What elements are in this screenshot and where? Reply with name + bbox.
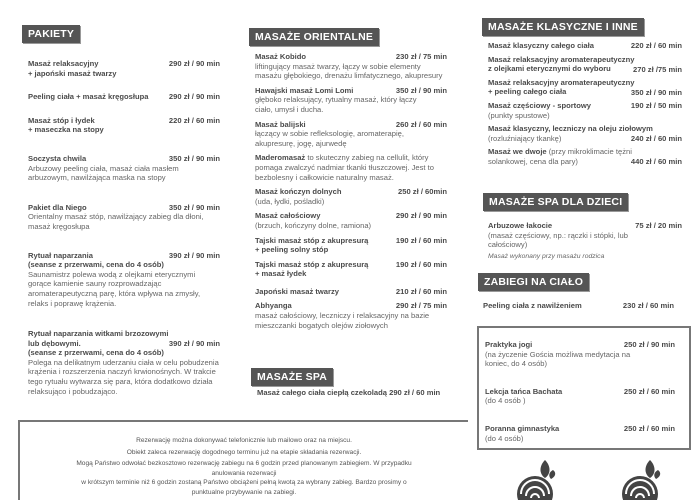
price: 250 zł / 60min: [398, 187, 447, 197]
price: 350 zł / 90 min: [395, 85, 447, 95]
price: 270 zł /75 min: [633, 64, 682, 74]
price: 190 zł / 50 min: [630, 100, 682, 110]
section-pakiety: [22, 24, 222, 43]
activities-box: [477, 326, 691, 450]
price: 350 zł / 90 min: [168, 202, 220, 212]
section-orientalne: [249, 27, 379, 46]
price: 390 zł / 90 min: [168, 250, 220, 260]
list-item: Tajski masaż stóp z akupresurą + peeling solny stóp 190 zł / 60 min: [255, 235, 447, 255]
price: 350 zł / 90 min: [168, 153, 220, 163]
price: 260 zł / 60 min: [395, 119, 447, 129]
list-item: Soczysta chwila Arbuzowy peeling ciała, masaż ciała masłem arbuzowym, nawilżająca maska na stopy 350 zł / 90 min: [28, 153, 220, 183]
klasyczne-list: [488, 41, 682, 167]
price: 290 zł / 90 min: [168, 59, 220, 68]
dzieci-list: [488, 221, 682, 261]
list-item: Japoński masaż twarzy 210 zł / 60 min: [255, 286, 447, 296]
price: 210 zł / 60 min: [395, 286, 447, 296]
list-item: Peeling ciała + masaż kręgosłupa 290 zł / 90 min: [28, 92, 220, 102]
list-item: Masaż Kobido liftingujący masaż twarzy, łączy w sobie elementy masażu głębokiego, drenażu limfatycznego, akupresury 230 zł / 75 min: [255, 52, 447, 81]
rose-icon: [505, 458, 565, 500]
list-item: Masaż relaksacyjny + japoński masaż twarzy 290 zł / 90 min: [28, 59, 220, 78]
notice-text: Rezerwację można dokonywać telefonicznie lub mailowo oraz na miejscu. Obiekt zaleca rezerwację dogodnego terminu już na etapie składania rezerwacji. Mogą Państwo odwołać bezkosztowo rezerwację zabiegu na 6 godzin przed planowanym zabiegiem. W przypadku anulowania rezerwacji w krótszym terminie niż 6 godzin zostaną Państwo obciążeni pełną kwotą za wybrany zabieg. Bardzo prosimy o punktualne przybywanie na zabiegi.: [76, 437, 412, 496]
price: 350 zł / 90 min: [630, 87, 682, 97]
list-item: Rytuał naparzania (seanse z przerwami, cena do 4 osób) Saunamistrz polewa wodą z olejkami eterycznymi gorące kamienie sauny rozprowadzając aromaterapeutyczną parę, która wpływa na zmysły, relaks i poprawę krążenia. 390 zł / 90 min: [28, 250, 220, 308]
list-item: Lekcja tańca Bachata (do 4 osób ) 250 zł / 60 min: [485, 386, 675, 406]
list-item: Masaż częściowy - sportowy (punkty spustowe) 190 zł / 50 min: [488, 100, 682, 120]
price: 250 zł / 60 min: [623, 386, 675, 396]
spa-list: [257, 388, 452, 398]
section-spa: [251, 367, 333, 386]
section-title-klasyczne: MASAŻE KLASYCZNE I INNE: [482, 18, 644, 36]
list-item: Pakiet dla Niego Orientalny masaż stóp, nawilżający zabieg dla dłoni, masaż kręgosłupa 350 zł / 90 min: [28, 202, 220, 231]
list-item: Masaż klasyczny, leczniczy na oleju ziołowym (rozluźniający tkankę) 240 zł / 60 min: [488, 124, 682, 144]
price: 290 zł / 90 min: [168, 92, 220, 102]
list-item: Masaż relaksacyjny aromaterapeutyczny z olejkami eterycznymi do wyboru 270 zł /75 min: [488, 54, 682, 74]
list-item: Masaż relaksacyjny aromaterapeutyczny + peeling całego ciała 350 zł / 90 min: [488, 77, 682, 97]
section-title-dzieci: MASAŻE SPA DLA DZIECI: [483, 193, 628, 211]
reservation-notice: [18, 420, 468, 500]
price: 220 zł / 60 min: [630, 41, 682, 50]
list-item: Praktyka jogi (na życzenie Gościa możliwa medytacja na koniec, do 4 osób) 250 zł / 90 min: [485, 340, 675, 369]
list-item: Masaż kończyn dolnych (uda, łydki, pośladki) 250 zł / 60min: [255, 187, 447, 206]
list-item: Hawajski masaż Lomi Lomi głęboko relaksujący, rytualny masaż, który łączy ciało, umysł i ducha. 350 zł / 90 min: [255, 85, 447, 114]
list-item: Abhyanga masaż całościowy, leczniczy i relaksacyjny na bazie mieszczanki bogatych olejów ziołowych 290 zł / 75 min: [255, 301, 447, 330]
pakiety-list: [28, 59, 220, 396]
price: 190 zł / 60 min: [395, 259, 447, 269]
section-title-cialo: ZABIEGI NA CIAŁO: [478, 273, 589, 291]
price: 220 zł / 60 min: [168, 115, 220, 125]
list-item: Masaż klasyczny całego ciała 220 zł / 60 min: [488, 41, 682, 50]
price: 240 zł / 60 min: [630, 134, 682, 144]
orientalne-list: [255, 52, 447, 330]
price: 290 zł / 75 min: [395, 301, 447, 311]
list-item: Maderomasaż to skuteczny zabieg na cellulit, który pomaga zwalczyć nadmiar tkanki tłuszczowej. Jest to bezbolesny i całkowicie naturalny masaż.: [255, 153, 434, 182]
list-item: Masaż stóp i łydek + maseczka na stopy 220 zł / 60 min: [28, 115, 220, 135]
list-item: Masaż balijski łączący w sobie refleksologię, aromaterapię, akupresurę, jogę, ajurwedę 260 zł / 60 min: [255, 119, 447, 148]
price: 230 zł / 75 min: [395, 52, 447, 61]
price: 390 zł / 90 min: [168, 339, 220, 349]
section-title-spa: MASAŻE SPA: [251, 368, 333, 386]
list-item: Peeling ciała z nawilżeniem 230 zł / 60 min: [483, 301, 674, 310]
price: 290 zł / 90 min: [395, 211, 447, 221]
rose-icon: [610, 458, 670, 500]
section-title-orientalne: MASAŻE ORIENTALNE: [249, 28, 379, 46]
price: 250 zł / 60 min: [623, 423, 675, 433]
price: 440 zł / 60 min: [630, 157, 682, 167]
section-dzieci: [483, 192, 628, 211]
price: 190 zł / 60 min: [395, 235, 447, 245]
activities-list: [485, 340, 675, 443]
list-item: Masaż we dwoje (przy mikroklimacie tężni solankowej, cena dla pary) 440 zł / 60 min: [488, 147, 682, 167]
cialo-list: [483, 301, 674, 311]
price: 75 zł / 20 min: [635, 221, 682, 230]
list-item: Poranna gimnastyka (do 4 osób) 250 zł / 60 min: [485, 423, 675, 443]
section-cialo: [478, 272, 589, 291]
section-title-pakiety: PAKIETY: [22, 25, 80, 43]
list-item: Masaż całego ciała ciepłą czekoladą 290 zł / 60 min: [257, 388, 441, 397]
list-item: Masaż całościowy (brzuch, kończyny dolne, ramiona) 290 zł / 90 min: [255, 211, 447, 230]
list-item: Arbuzowe łakocie (masaż częściowy, np.: rączki i stópki, lub całościowy) Masaż wykonany przy masażu rodzica 75 zł / 20 min: [488, 221, 682, 260]
section-klasyczne: [482, 17, 644, 36]
price: 250 zł / 90 min: [623, 340, 675, 349]
list-item: Tajski masaż stóp z akupresurą + masaż łydek 190 zł / 60 min: [255, 259, 447, 279]
price: 230 zł / 60 min: [622, 301, 674, 310]
list-item: Rytuał naparzania witkami brzozowymi lub dębowymi. (seanse z przerwami, cena do 4 osób) Polega na delikatnym uderzaniu ciała w celu pobudzenia krążenia i rozszerzenia naczyń krwionośnych. W trakcie tego rytuału wytwarza się para, która dodatkowo działa relaksująco i pobudzająco. 390 zł / 90 min: [28, 329, 220, 396]
